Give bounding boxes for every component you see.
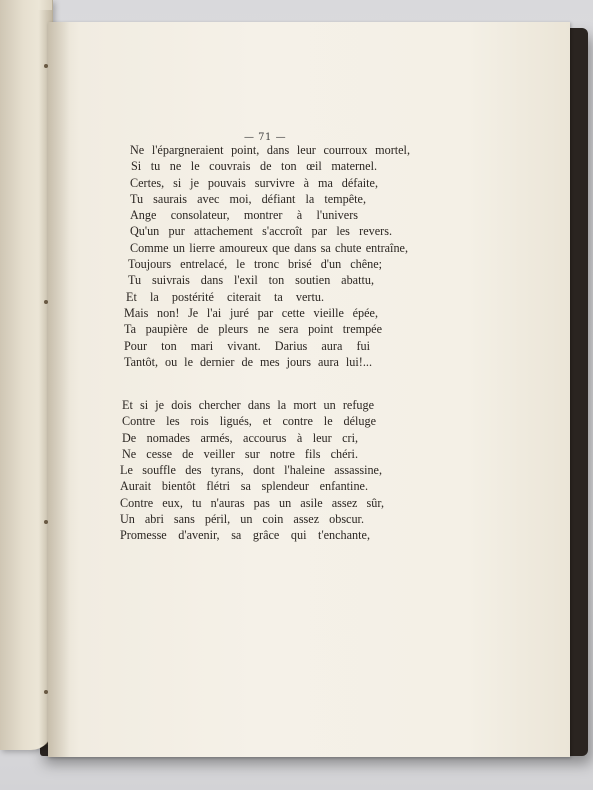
verse-line: De nomades armés, accourus à leur cri, <box>122 430 358 445</box>
verse-line: Ne l'épargneraient point, dans leur courroux mortel, <box>130 143 410 157</box>
left-page-edge <box>0 0 53 750</box>
verse-line: Ne cesse de veiller sur notre fils chéri. <box>122 446 358 461</box>
verse-line: Ta paupière de pleurs ne sera point trempée <box>124 322 382 337</box>
stanza-2 <box>120 397 410 544</box>
page-number: — 71 — <box>244 132 287 143</box>
book-page <box>48 22 570 757</box>
page-gutter-shadow <box>48 22 70 757</box>
verse-line: Tantôt, ou le dernier de mes jours aura lui!... <box>124 354 372 369</box>
verse-line: Promesse d'avenir, sa grâce qui t'enchante, <box>120 528 370 543</box>
verse-line: Tu saurais avec moi, défiant la tempête, <box>130 191 366 206</box>
verse-line: Le souffle des tyrans, dont l'haleine assassine, <box>120 463 382 478</box>
verse-line: Certes, si je pouvais survivre à ma défaite, <box>130 175 378 190</box>
verse-line: Si tu ne le couvrais de ton œil maternel. <box>131 159 377 174</box>
verse-line: Et la postérité citerait ta vertu. <box>126 289 324 304</box>
verse-line: Contre eux, tu n'auras pas un asile assez sûr, <box>120 495 384 510</box>
verse-line: Et si je dois chercher dans la mort un refuge <box>122 398 374 412</box>
verse-line: Mais non! Je l'ai juré par cette vieille épée, <box>124 305 378 320</box>
stanza-1 <box>120 142 410 370</box>
verse-line: Tu suivrais dans l'exil ton soutien abattu, <box>128 273 374 288</box>
verse-line: Ange consolateur, montrer à l'univers <box>130 208 358 223</box>
verse-line: Comme un lierre amoureux que dans sa chute entraîne, <box>130 240 408 255</box>
verse-line: Contre les rois ligués, et contre le déluge <box>122 414 376 429</box>
verse-line: Pour ton mari vivant. Darius aura fui <box>124 338 370 353</box>
verse-line: Aurait bientôt flétri sa splendeur enfantine. <box>120 479 368 494</box>
verse-line: Qu'un pur attachement s'accroît par les revers. <box>130 224 392 239</box>
verse-line: Un abri sans péril, un coin assez obscur. <box>120 512 364 527</box>
verse-line: Toujours entrelacé, le tronc brisé d'un chêne; <box>128 257 382 272</box>
